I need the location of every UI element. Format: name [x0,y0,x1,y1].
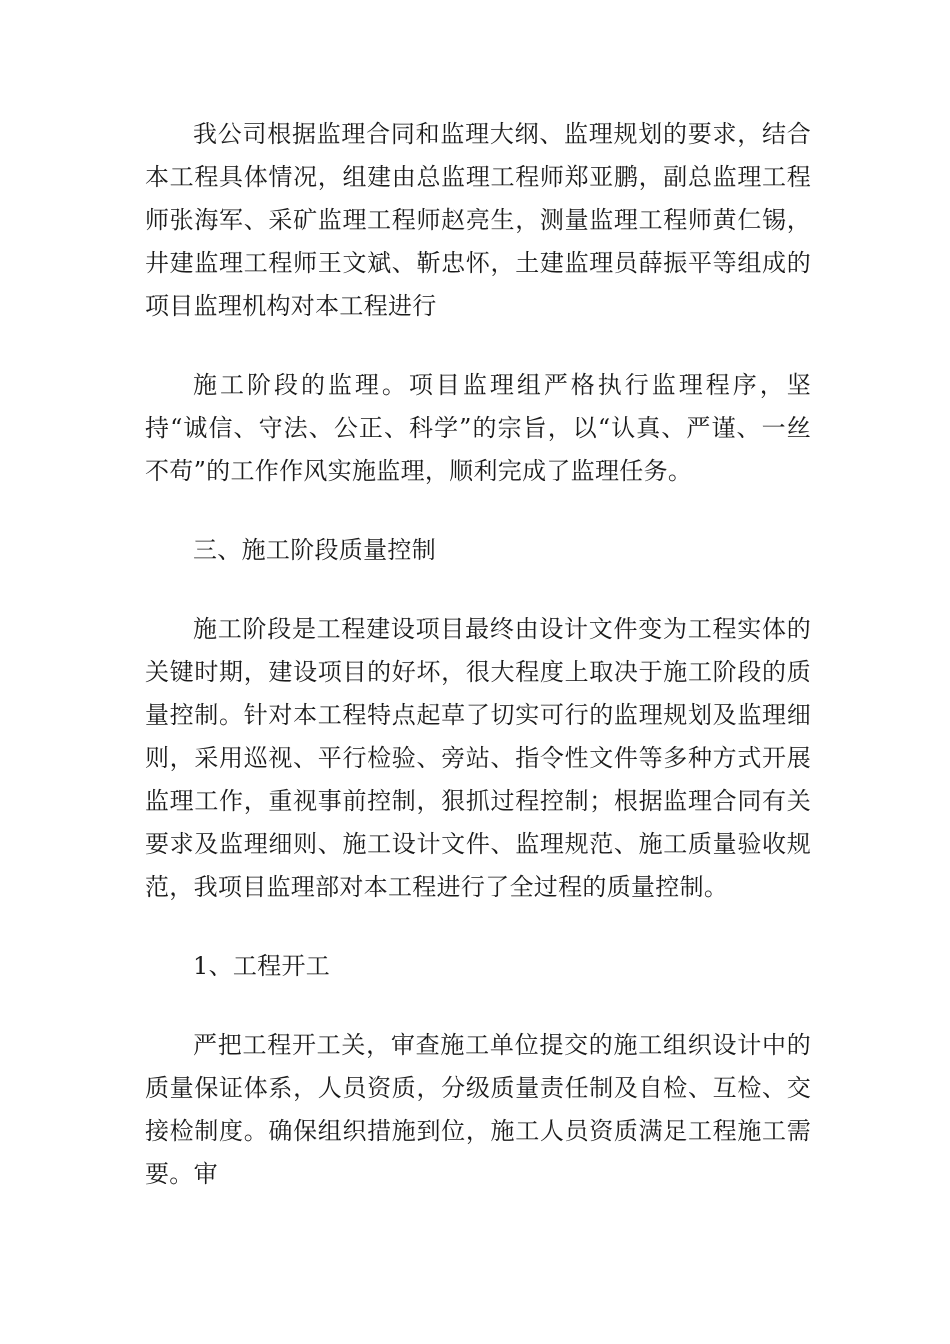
paragraph-quality-control: 施工阶段是工程建设项目最终由设计文件变为工程实体的关键时期，建设项目的好坏，很大程度上取决于施工阶段的质量控制。针对本工程特点起草了切实可行的监理规划及监理细则，采用巡视、平行检验、旁站、指令性文件等多种方式开展监理工作，重视事前控制，狠抓过程控制；根据监理合同有关要求及监理细则、施工设计文件、监理规范、施工质量验收规范，我项目监理部对本工程进行了全过程的质量控制。 [145,615,811,901]
paragraph-construction-supervision: 施工阶段的监理。项目监理组严格执行监理程序，坚持“诚信、守法、公正、科学”的宗旨，以“认真、严谨、一丝不苟”的工作作风实施监理，顺利完成了监理任务。 [145,371,811,485]
subsection-heading-project-start: 1、工程开工 [193,952,331,980]
paragraph-project-start: 严把工程开工关，审查施工单位提交的施工组织设计中的质量保证体系，人员资质，分级质量责任制及自检、互检、交接检制度。确保组织措施到位，施工人员资质满足工程施工需要。审 [145,1031,811,1188]
document-body [145,113,811,1232]
paragraph-supervision-team: 我公司根据监理合同和监理大纲、监理规划的要求，结合本工程具体情况，组建由总监理工程师郑亚鹏，副总监理工程师张海军、采矿监理工程师赵亮生，测量监理工程师黄仁锡，井建监理工程师王文斌、靳忠怀，土建监理员薛振平等组成的项目监理机构对本工程进行 [145,120,811,320]
section-heading-quality-control: 三、施工阶段质量控制 [193,536,436,564]
